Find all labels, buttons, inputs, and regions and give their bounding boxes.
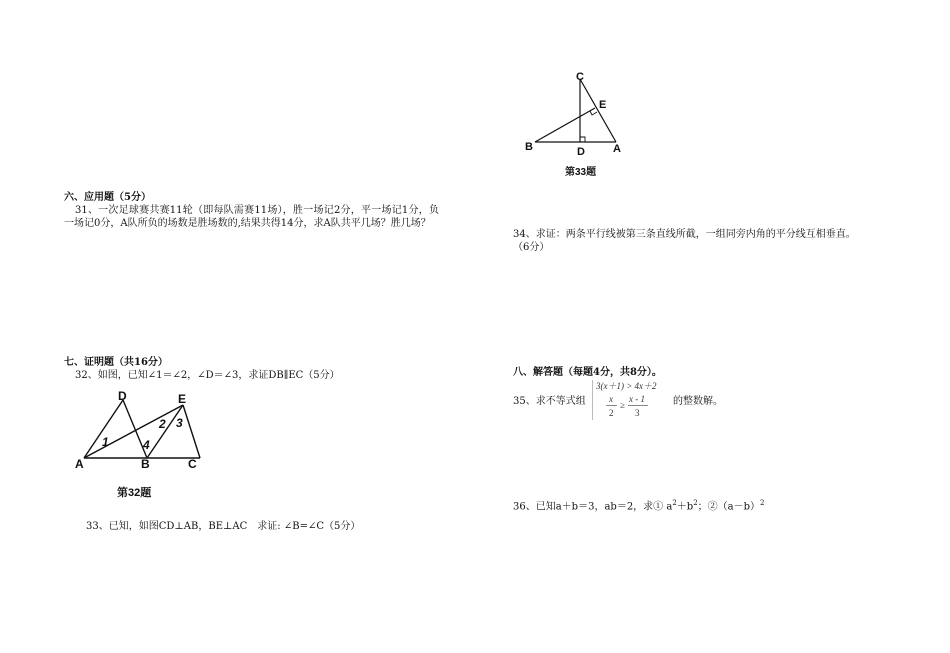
fig33-label-b: B — [525, 141, 533, 153]
fig32-angle-3: 3 — [176, 416, 183, 430]
fig33-label-d: D — [577, 146, 585, 158]
inequality-1: 3(x＋1) > 4x＋2 — [596, 381, 657, 391]
q36-sup-1: 2 — [672, 499, 677, 507]
q36-part-a: 36、已知a＋b＝3，ab＝2，求① a — [513, 501, 673, 513]
fig32-label-b: B — [141, 457, 150, 471]
fig32-angle-4: 4 — [143, 438, 150, 452]
q36-part-c: ；②（a－b） — [697, 501, 761, 513]
question-35-suffix: 的整数解。 — [673, 396, 723, 407]
question-33: 33、已知，如图CD⊥AB，BE⊥AC 求证: ∠B=∠C（5分） — [86, 521, 361, 532]
q36-sup-2: 2 — [693, 499, 698, 507]
system-brace — [592, 380, 593, 420]
inequality-2-rhs-den: 3 — [635, 408, 640, 418]
figure-33-caption: 第33题 — [565, 167, 597, 178]
figure-33-diagram — [520, 70, 630, 160]
q36-sup-3: 2 — [760, 499, 765, 507]
section7-heading: 七、证明题（共16分） — [64, 357, 168, 368]
fig32-label-e: E — [178, 392, 187, 406]
section6-heading: 六、应用题（5分） — [64, 192, 151, 203]
inequality-2-op: ≥ — [620, 400, 625, 410]
fig32-label-a: A — [75, 457, 84, 471]
fig32-angle-1: 1 — [102, 435, 109, 449]
question-35-prefix: 35、求不等式组 — [513, 396, 586, 407]
q36-part-b: ＋b — [676, 501, 694, 513]
figure-32-diagram — [75, 388, 210, 473]
section8-heading: 八、解答题（每题4分，共8分）。 — [513, 367, 662, 378]
figure-32-caption: 第32题 — [117, 487, 152, 499]
fig32-label-d: D — [118, 389, 127, 403]
fraction-bar-rhs — [628, 405, 648, 406]
question-36 — [513, 497, 765, 513]
question-31: 31、一次足球赛共赛11轮（即每队需赛11场），胜一场记2分，平一场记1分，负一场记0分，A队所负的场数是胜场数的,结果共得14分，求A队共平几场？胜几场？ — [64, 205, 439, 229]
fraction-bar-lhs — [606, 405, 617, 406]
question-32: 32、如图，已知∠1＝∠2，∠D＝∠3，求证DB∥EC（5分） — [75, 370, 340, 381]
question-34-score: （6分） — [513, 242, 550, 253]
inequality-2-rhs-num: x - 1 — [629, 394, 645, 404]
inequality-2-lhs-num: x — [609, 394, 613, 404]
inequality-2-lhs-den: 2 — [609, 408, 614, 418]
fig32-angle-2: 2 — [159, 417, 166, 431]
fig33-label-a: A — [613, 143, 621, 155]
fig33-label-c: C — [576, 71, 584, 83]
question-34: 34、求证：两条平行线被第三条直线所截，一组同旁内角的平分线互相垂直。 — [513, 229, 856, 240]
fig32-label-c: C — [188, 457, 197, 471]
fig33-label-e: E — [599, 99, 607, 111]
